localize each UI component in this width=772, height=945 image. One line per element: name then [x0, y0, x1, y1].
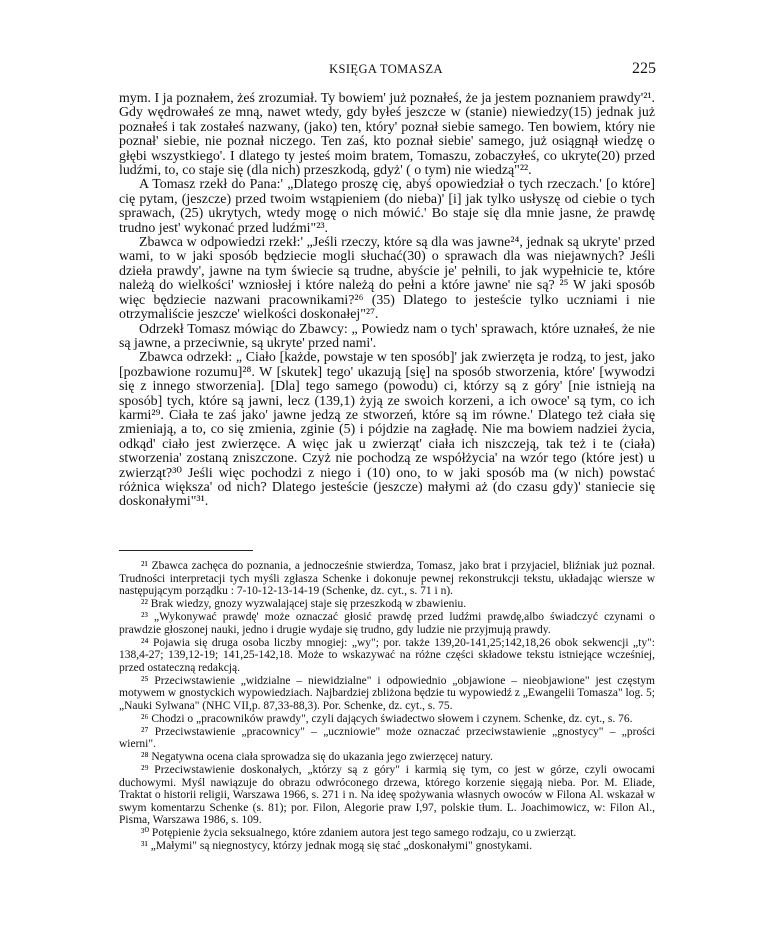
- paragraph: Zbawca odrzekł: „ Ciało [każde, powstaje w ten sposób]' jak zwierzęta je rodzą, to jest, jako [pozbawione rozumu]²⁸. W [skutek] tego' ukazują [się] na sposób stworzenia, które' [wywodzi się z innego stworzenia]. [Dla] tego samego (powodu) ci, którzy są z góry' [nie istnieją na sposób] tych, które są jawni, lecz (139,1) żyją ze swoich korzeni, a ich owoce' są tym, co ich karmi²⁹. Ciała te zaś jako' jawne jedzą ze stworzeń, które są im równe.' Dlatego też ciała się zmieniają, a to, co się zmienia, zginie (5) i pójdzie na zagładę. Nie ma bowiem nadziei życia, odkąd' ciało jest zwierzęce. A więc jak u zwierząt' ciała ich niszczeją, tak też i te (ciała) stworzenia' zostaną zniszczone. Czyż nie pochodzą ze współżycia' na wzór tego (które jest) u zwierząt?³⁰ Jeśli więc pochodzi z niego i (10) ono, to w jaki sposób ma (w nich) powstać różnica większa' od nich? Dlatego jesteście (jeszcze) małymi aż (do czasu gdy)' staniecie się doskonałymi"³¹.: [119, 350, 655, 510]
- footnote: ²⁹ Przeciwstawienie doskonałych, „którzy są z góry" i karmią się tym, co jest w górze, czyli owocami duchowymi. Myśl nawiązuje do obrazu odwróconego drzewa, którego korzenie sięgają nieba. Por. M. Eliade, Traktat o historii religii, Warszawa 1966, s. 271 i n. Na ideę spożywania własnych owoców w Filonа Al. wskazał w swym komentarzu Schenke (s. 81); por. Filon, Alegorie praw I,97, polskie tłum. L. Joachimowicz, w: Filon Al., Pisma, Warszawa 1986, s. 109.: [119, 764, 655, 826]
- paragraph: Odrzekł Tomasz mówiąc do Zbawcy: „ Powiedz nam o tych' sprawach, które uznałeś, że nie są jawne, a przeciwnie, są ukryte' przed nami'.: [119, 321, 655, 351]
- running-title: KSIĘGA TOMASZA: [329, 62, 443, 76]
- page-number: 225: [632, 60, 656, 77]
- footnote: ²⁶ Chodzi o „pracowników prawdy", czyli dających świadectwo słowem i czynem. Schenke, dz. cyt., s. 76.: [141, 712, 633, 725]
- paragraph: A Tomasz rzekł do Pana:' „Dlatego proszę cię, abyś opowiedział o tych rzeczach.' [o które] cię pytam, (jeszcze) przed twoim wstąpieniem (do nieba)' [i] jak tylko usłyszę od ciebie o tych sprawach, (25) ukrytych, wtedy mogę o nich mówić.' Bo staje się dla mnie jasne, że prawdę trudno jest' wykonać przed ludźmi"²³.: [119, 177, 655, 236]
- footnote: ³⁰ Potępienie życia seksualnego, które zdaniem autora jest tego samego rodzaju, co u zwierząt.: [141, 827, 577, 839]
- footnote: ²⁸ Negatywna ocena ciała sprowadza się do ukazania jego zwierzęcej natury.: [141, 751, 493, 763]
- footnote: ²¹ Zbawca zachęca do poznania, a jednocześnie stwierdza, Tomasz, jako brat i przyjaciel, bliźniak już poznał. Trudności interpretacji tych myśli zgłasza Schenke i dokonuje pewnej rekonstrukcji tekstu, układając wiersze w następującym porządku : 7-10-12-13-14-19 (Schenke, dz. cyt., s. 71 i n).: [119, 560, 655, 597]
- footnote-divider: [119, 550, 253, 551]
- footnote: ²⁷ Przeciwstawienie „pracownicy" – „uczniowie" może oznaczać przeciwstawienie „gnostycy" – „prości wierni".: [119, 725, 655, 750]
- footnote: ²⁵ Przeciwstawienie „widzialne – niewidzialne" i odpowiednio „objawione – nieobjawione" jest częstym motywem w gnostyckich wypowiedziach. Najbardziej zbliżona będzie tu wypowiedź z „Ewangelii Tomasza" log. 5; „Nauki Sylwana" (NHC VII,p. 87,33-88,3). Por. Schenke, dz. cyt., s. 75.: [119, 674, 655, 712]
- footnotes: [119, 560, 655, 853]
- running-head: [0, 60, 772, 80]
- paragraph: Zbawca w odpowiedzi rzekł:' „Jeśli rzeczy, które są dla was jawne²⁴, jednak są ukryte' przed wami, to w jaki sposób będziecie mogli słuchać(30) o sprawach dla was niejawnych? Jeśli dzieła prawdy', jawne na tym świecie są trudne, abyście je' pełnili, to jak wypełnicie te, które należą do wielkości' wzniosłej i które należą do pełni a które jawne' nie są? ²⁵ W jaki sposób więc będziecie nazwani pracownikami?²⁶ (35) Dlatego to jesteście tylko uczniami i nie otrzymaliście jeszcze' wielkości doskonałej"²⁷.: [119, 235, 655, 323]
- footnote: ²³ „Wykonywać prawdę' może oznaczać głosić prawdę przed ludźmi prawdę,albo świadczyć czynami o prawdzie głoszonej nauki, jedno i drugie wydaje się trudno, gdy ludzie nie przyjmują prawdy.: [119, 611, 655, 636]
- main-text: [119, 92, 655, 510]
- footnote: ²⁴ Pojawia się druga osoba liczby mnogiej: „wy"; por. także 139,20-141,25;142,18,26 obok sekwencji „ty": 138,4-27; 139,12-19; 141,25-142,18. Może to wskazywać na różne części składowe tekstu istniejące wcześniej, przed ostateczną redakcją.: [119, 636, 655, 674]
- paragraph: mym. I ja poznałem, żeś zrozumiał. Ty bowiem' już poznałeś, że ja jestem poznaniem prawdy'²¹. Gdy wędrowałeś ze mną, nawet wtedy, gdy byłeś jeszcze w (stanie) niewiedzy(15) jednak już poznałeś i tak zostałeś nazwany, (jako) ten, który' poznał siebie samego. Ten bowiem, który nie poznał' siebie, nie poznał niczego. Ten zaś, kto poznał siebie' samego, już osiągnął wiedzę o głębi wszystkiego'. I dlatego ty jesteś moim bratem, Tomaszu, zobaczyłeś, co ukryte(20) przed ludźmi, to, co staje się (dla nich) przeszkodą, gdyż' ( o tym) nie wiedzą"²².: [119, 91, 655, 179]
- footnote: ²² Brak wiedzy, gnozy wyzwalającej staje się przeszkodą w zbawieniu.: [141, 598, 467, 610]
- footnote: ³¹ „Małymi" są niegnostycy, którzy jednak mogą się stać „doskonałymi" gnostykami.: [141, 840, 533, 852]
